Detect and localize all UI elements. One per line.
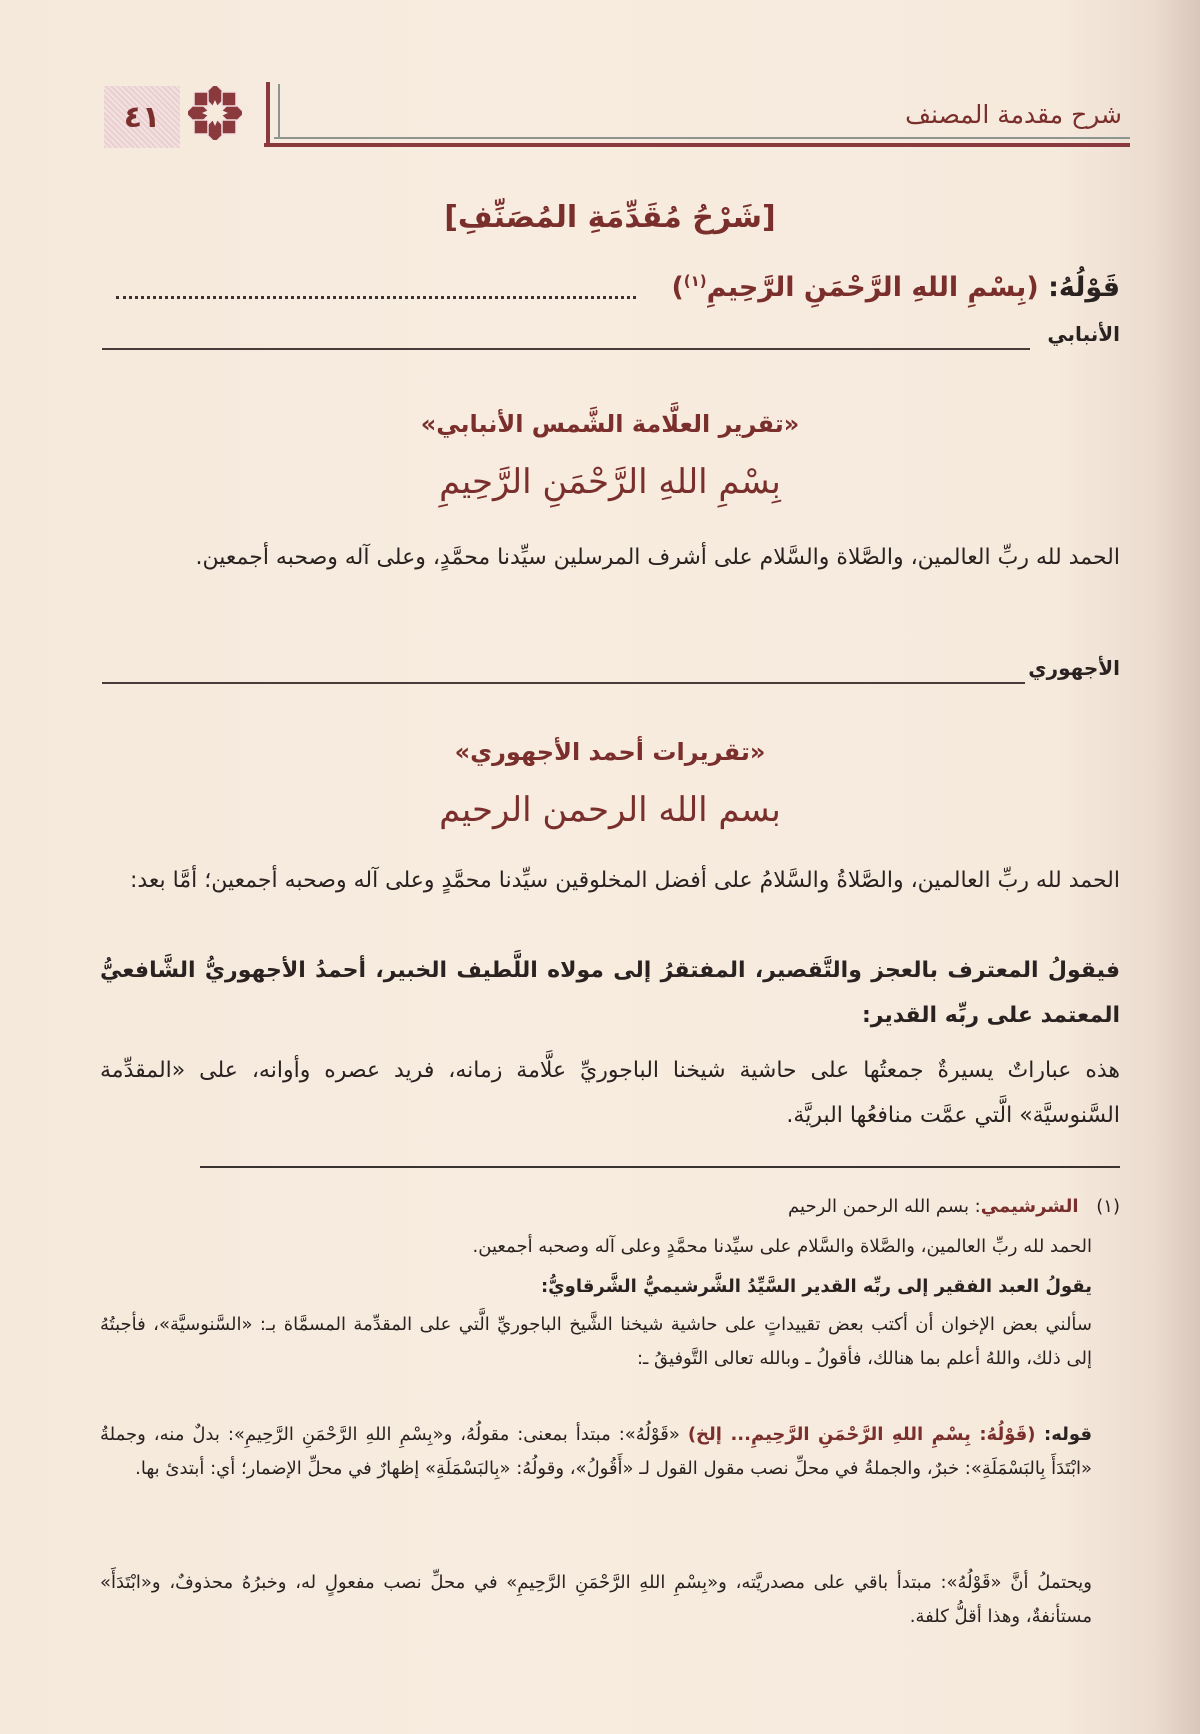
commentator-divider-anbabi [102, 322, 1120, 350]
header-rule-vertical-outer [266, 82, 270, 146]
qawluh-prefix: قوله: [1035, 1424, 1092, 1445]
footnote-rule [200, 1166, 1120, 1168]
commentator-divider-ajhuri [102, 656, 1120, 684]
paragraph-bold: فيقولُ المعترف بالعجز والتَّقصير، المفتقرُ إلى مولاه اللَّطيف الخبير، أحمدُ الأجهوريُّ الشَّافعيُّ المعتمد على ربِّه القدير: [100, 958, 1120, 1028]
footnote-head [100, 1190, 1120, 1224]
lemma-line [671, 272, 1120, 303]
commentary-title: «تقرير العلَّامة الشَّمس الأنبابي» [420, 410, 800, 438]
lemma-prefix: قَوْلُهُ: [1048, 272, 1120, 303]
running-header-title: شرح مقدمة المصنف [905, 100, 1122, 129]
header-rule-outer [264, 143, 1130, 147]
footnote-paragraph: سألني بعض الإخوان أن أكتب بعض تقييداتٍ على حاشية شيخنا الشَّيخ الباجوريِّ الَّتي على المقدِّمة المسمَّاة بـ: «السَّنوسيَّة»، فأجبتُهُ إلى ذلك، واللهُ أعلم بما هنالك، فأقولُ ـ وبالله تعالى التَّوفيقُ ـ: [100, 1314, 1092, 1369]
lemma-text: (بِسْمِ اللهِ الرَّحْمَنِ الرَّحِيمِ [706, 272, 1039, 303]
divider-line [102, 682, 1025, 684]
footnote-qawluh [100, 1418, 1092, 1486]
commentator-label: الأنبابي [1047, 322, 1120, 346]
qawluh-rest: «قَوْلُهُ»: مبتدأ بمعنى: مقولُهُ، و«بِسْمِ اللهِ الرَّحْمَنِ الرَّحِيمِ»: بدلٌ منه، وجملةُ «ابْتَدَأَ بِالبَسْمَلَةِ»: خبرٌ، والجملةُ في محلِّ نصب مقول القول لـ «أَقُولُ»، وقولُهُ: «بِالبَسْمَلَةِ» إظهارٌ في محلِّ الإضمار؛ أي: أبتدئ بها. [100, 1424, 1092, 1479]
basmala: بِسْمِ اللهِ الرَّحْمَنِ الرَّحِيمِ [439, 462, 781, 502]
footnote-paragraph: الحمد لله ربِّ العالمين، والصَّلاة والسَّلام على سيِّدنا محمَّدٍ وعلى آله وصحبه أجمعين. [472, 1236, 1092, 1257]
commentator-label: الأجهوري [1028, 656, 1120, 680]
footnote-first-line: : بسم الله الرحمن الرحيم [788, 1196, 981, 1217]
basmala: بسم الله الرحمن الرحيم [439, 790, 781, 830]
octagram-ornament-icon [188, 86, 242, 140]
dotted-leader [116, 296, 636, 299]
page-number: ٤١ [104, 86, 180, 148]
lemma-close: ) [671, 272, 684, 303]
paragraph: هذه عباراتٌ يسيرةٌ جمعتُها على حاشية شيخنا الباجوريِّ علَّامة زمانه، فريد عصره وأوانه، على «المقدِّمة السَّنوسيَّة» الَّتي عمَّت منافعُها البريَّة. [100, 1058, 1120, 1128]
footnote-number: (١) [1096, 1196, 1120, 1217]
paragraph: الحمد لله ربِّ العالمين، والصَّلاة والسَّلام على أشرف المرسلين سيِّدنا محمَّدٍ، وعلى آله وصحبه أجمعين. [195, 545, 1120, 570]
header-rule-vertical-inner [278, 84, 280, 139]
paragraph: الحمد لله ربِّ العالمين، والصَّلاةُ والسَّلامُ على أفضل المخلوقين سيِّدنا محمَّدٍ وعلى آله وصحبه أجمعين؛ أمَّا بعد: [129, 868, 1120, 893]
header-rule-inner [274, 137, 1130, 139]
divider-line [102, 348, 1030, 350]
footnote-paragraph-bold: يقولُ العبد الفقير إلى ربِّه القدير السَّيِّدُ الشَّرشيميُّ الشَّرقاويُّ: [540, 1276, 1092, 1297]
footnote-ref[interactable]: (١) [683, 272, 707, 290]
footnote-paragraph: ويحتملُ أنَّ «قَوْلُهُ»: مبتدأ باقي على مصدريَّته، و«بِسْمِ اللهِ الرَّحْمَنِ الرَّحِيمِ» في محلِّ نصب مفعولٍ له، وخبرُهُ محذوفٌ، و«ابْتَدَأَ» مستأنفةٌ، وهذا أقلُّ كلفة. [100, 1572, 1092, 1627]
footnote-commentator-label: الشرشيمي [980, 1196, 1079, 1217]
qawluh-quote: (قَوْلُهُ: بِسْمِ اللهِ الرَّحْمَنِ الرَّحِيمِ... إلخ) [687, 1424, 1036, 1445]
section-title: [شَرْحُ مُقَدِّمَةِ المُصَنِّفِ] [444, 200, 776, 235]
commentary-title: «تقريرات أحمد الأجهوري» [454, 738, 766, 766]
